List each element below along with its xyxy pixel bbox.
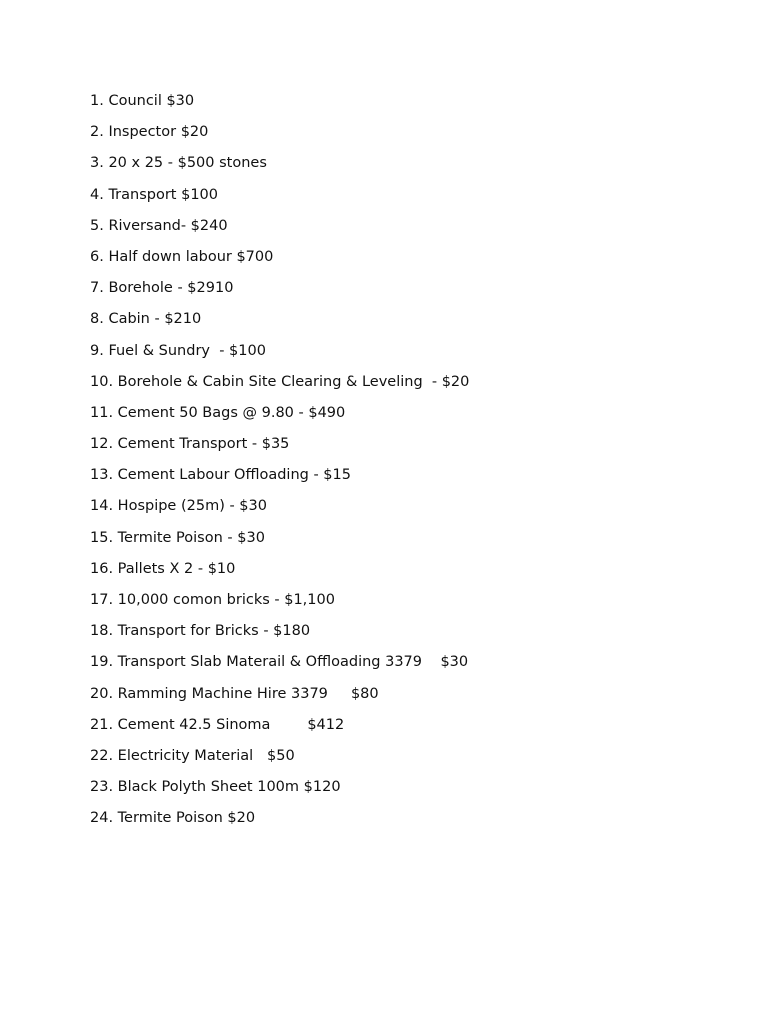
list-item: 8. Cabin - $210 (90, 311, 202, 328)
list-item: 21. Cement 42.5 Sinoma $412 (90, 716, 345, 733)
list-item: 19. Transport Slab Materail & Offloading 3379 $30 (90, 654, 469, 671)
list-item: 20. Ramming Machine Hire 3379 $80 (90, 685, 379, 702)
list-item: 22. Electricity Material $50 (90, 747, 295, 764)
list-item: 7. Borehole - $2910 (90, 280, 234, 297)
list-item: 5. Riversand- $240 (90, 217, 228, 234)
list-item: 23. Black Polyth Sheet 100m $120 (90, 779, 341, 796)
list-item: 17. 10,000 comon bricks - $1,100 (90, 592, 335, 608)
list-item: 18. Transport for Bricks - $180 (90, 623, 311, 640)
list-item: 12. Cement Transport - $35 (90, 436, 290, 453)
list-item: 2. Inspector $20 (90, 124, 209, 141)
list-item: 15. Termite Poison - $30 (90, 529, 265, 546)
list-item: 16. Pallets X 2 - $10 (90, 560, 236, 577)
list-item: 10. Borehole & Cabin Site Clearing & Leveling - $20 (90, 373, 470, 390)
list-item: 11. Cement 50 Bags @ 9.80 - $490 (90, 404, 346, 421)
list-item: 4. Transport $100 (90, 186, 218, 203)
list-item: 1. Council $30 (90, 93, 195, 109)
list-item: 13. Cement Labour Offloading - $15 (90, 467, 351, 484)
expense-list (90, 91, 469, 840)
list-item: 24. Termite Poison $20 (90, 810, 256, 827)
list-item: 9. Fuel & Sundry - $100 (90, 342, 266, 359)
list-item: 14. Hospipe (25m) - $30 (90, 498, 267, 515)
list-item: 6. Half down labour $700 (90, 248, 274, 265)
list-item: 3. 20 x 25 - $500 stones (90, 155, 267, 172)
